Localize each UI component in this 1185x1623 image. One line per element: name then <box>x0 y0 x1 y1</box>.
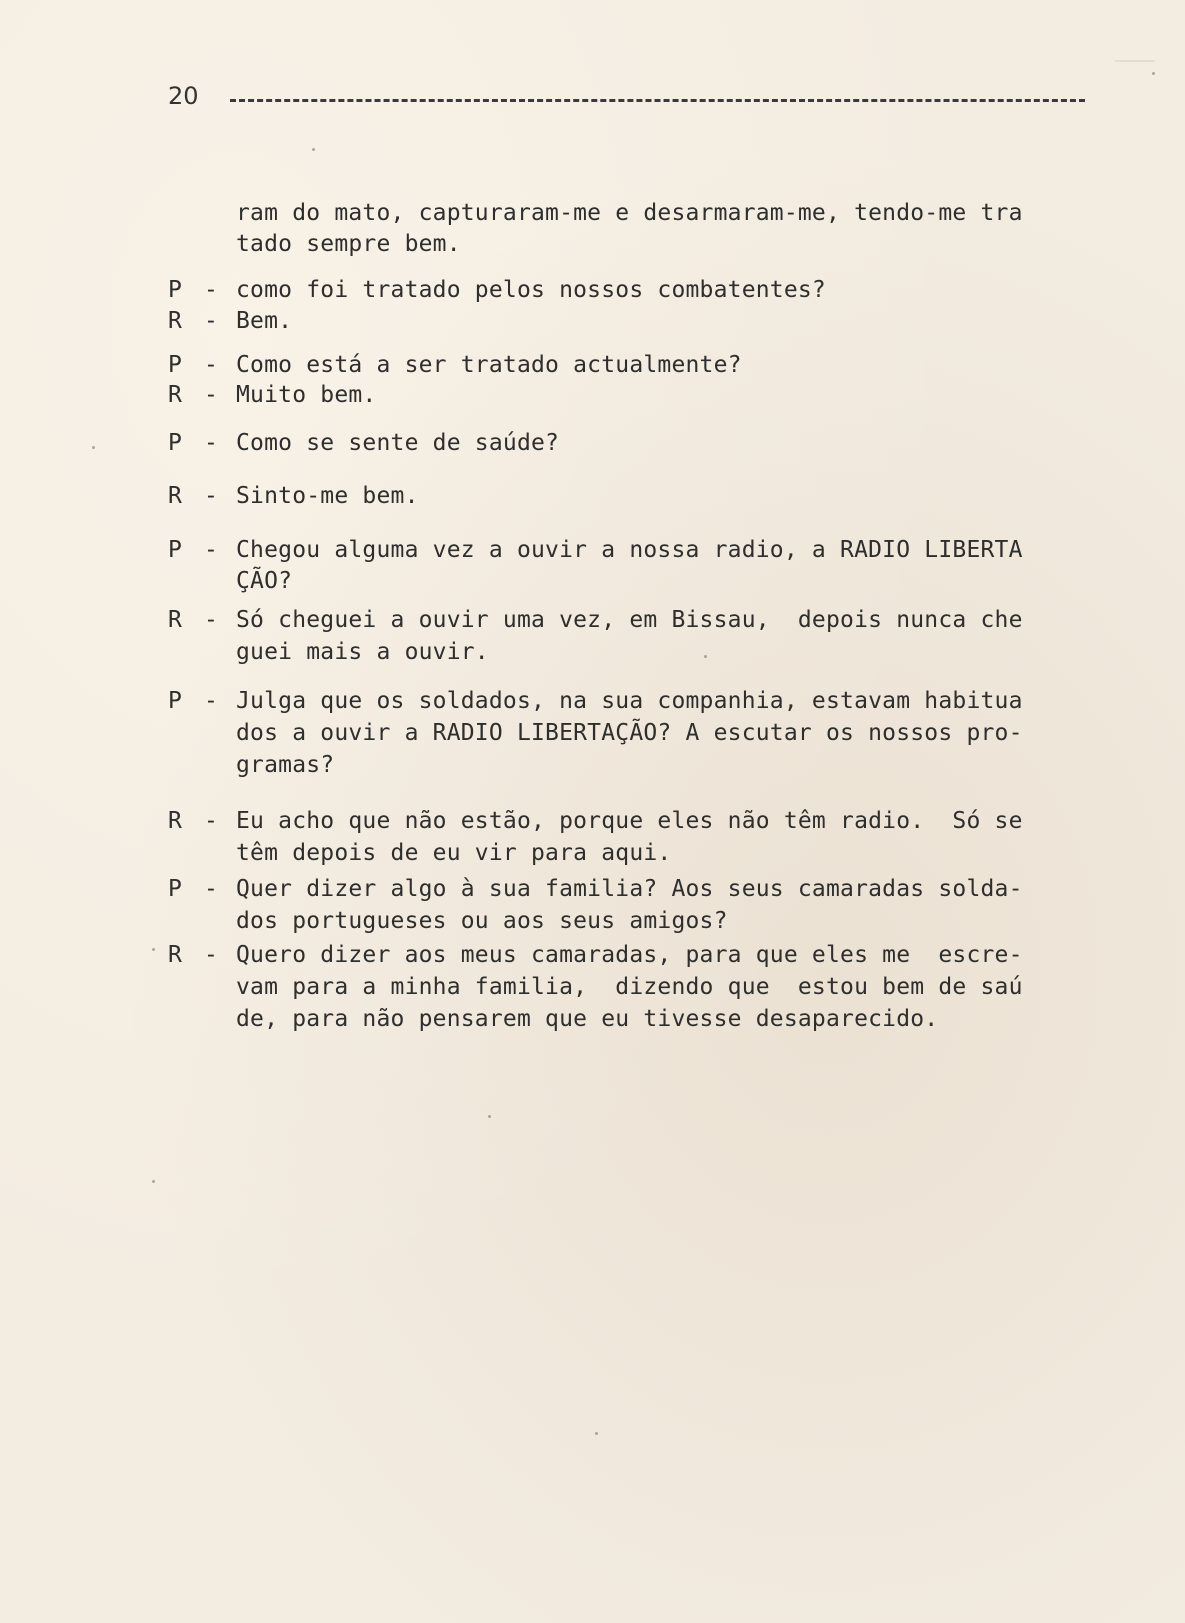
transcript-line: Como se sente de saúde? <box>236 430 560 456</box>
transcript-line: ram do mato, capturaram-me e desarmaram-me, tendo-me tra <box>236 200 1023 226</box>
speaker-dash: - <box>204 382 218 408</box>
speaker-label: P <box>168 277 182 303</box>
transcript-line: tado sempre bem. <box>236 231 461 257</box>
dust-speck <box>704 655 707 658</box>
speaker-label: R <box>168 942 182 968</box>
transcript-line: de, para não pensarem que eu tivesse desaparecido. <box>236 1006 939 1032</box>
speaker-label: R <box>168 483 182 509</box>
speaker-dash: - <box>204 352 218 378</box>
dust-speck <box>312 148 315 151</box>
speaker-dash: - <box>204 808 218 834</box>
transcript-line: Muito bem. <box>236 382 377 408</box>
speaker-label: P <box>168 537 182 563</box>
transcript-line: Julga que os soldados, na sua companhia, estavam habitua <box>236 688 1023 714</box>
transcript-line: Quero dizer aos meus camaradas, para que eles me escre- <box>236 942 1023 968</box>
transcript-line: vam para a minha familia, dizendo que estou bem de saú <box>236 974 1023 1000</box>
transcript-line: têm depois de eu vir para aqui. <box>236 840 672 866</box>
transcript-line: Sinto-me bem. <box>236 483 419 509</box>
dust-speck <box>92 446 95 449</box>
speaker-label: R <box>168 808 182 834</box>
speaker-dash: - <box>204 537 218 563</box>
speaker-dash: - <box>204 688 218 714</box>
speaker-label: R <box>168 607 182 633</box>
speaker-label: R <box>168 308 182 334</box>
speaker-dash: - <box>204 430 218 456</box>
corner-smudge <box>1115 60 1155 82</box>
speaker-label: P <box>168 430 182 456</box>
speaker-dash: - <box>204 942 218 968</box>
transcript-line: gramas? <box>236 752 335 778</box>
speaker-dash: - <box>204 277 218 303</box>
speaker-label: P <box>168 352 182 378</box>
speaker-dash: - <box>204 607 218 633</box>
page-number: 20 <box>168 82 199 110</box>
speaker-dash: - <box>204 483 218 509</box>
speaker-dash: - <box>204 308 218 334</box>
dust-speck <box>1152 72 1155 75</box>
transcript-line: como foi tratado pelos nossos combatentes? <box>236 277 826 303</box>
dust-speck <box>152 948 155 951</box>
speaker-label: P <box>168 876 182 902</box>
transcript-line: Como está a ser tratado actualmente? <box>236 352 742 378</box>
transcript-line: dos a ouvir a RADIO LIBERTAÇÃO? A escutar os nossos pro- <box>236 720 1023 746</box>
speaker-label: P <box>168 688 182 714</box>
transcript-line: dos portugueses ou aos seus amigos? <box>236 908 728 934</box>
dust-speck <box>152 1180 155 1183</box>
transcript-line: Quer dizer algo à sua familia? Aos seus camaradas solda- <box>236 876 1023 902</box>
speaker-dash: - <box>204 876 218 902</box>
transcript-line: Eu acho que não estão, porque eles não têm radio. Só se <box>236 808 1023 834</box>
transcript-line: Bem. <box>236 308 293 334</box>
dust-speck <box>488 1115 491 1118</box>
transcript-line: Chegou alguma vez a ouvir a nossa radio, a RADIO LIBERTA <box>236 537 1023 563</box>
speaker-label: R <box>168 382 182 408</box>
header-dash-rule <box>230 99 1085 102</box>
page-header <box>168 82 1118 112</box>
transcript-line: Só cheguei a ouvir uma vez, em Bissau, depois nunca che <box>236 607 1023 633</box>
dust-speck <box>595 1432 598 1435</box>
transcript-line: guei mais a ouvir. <box>236 639 489 665</box>
transcript-line: ÇÃO? <box>236 568 293 594</box>
